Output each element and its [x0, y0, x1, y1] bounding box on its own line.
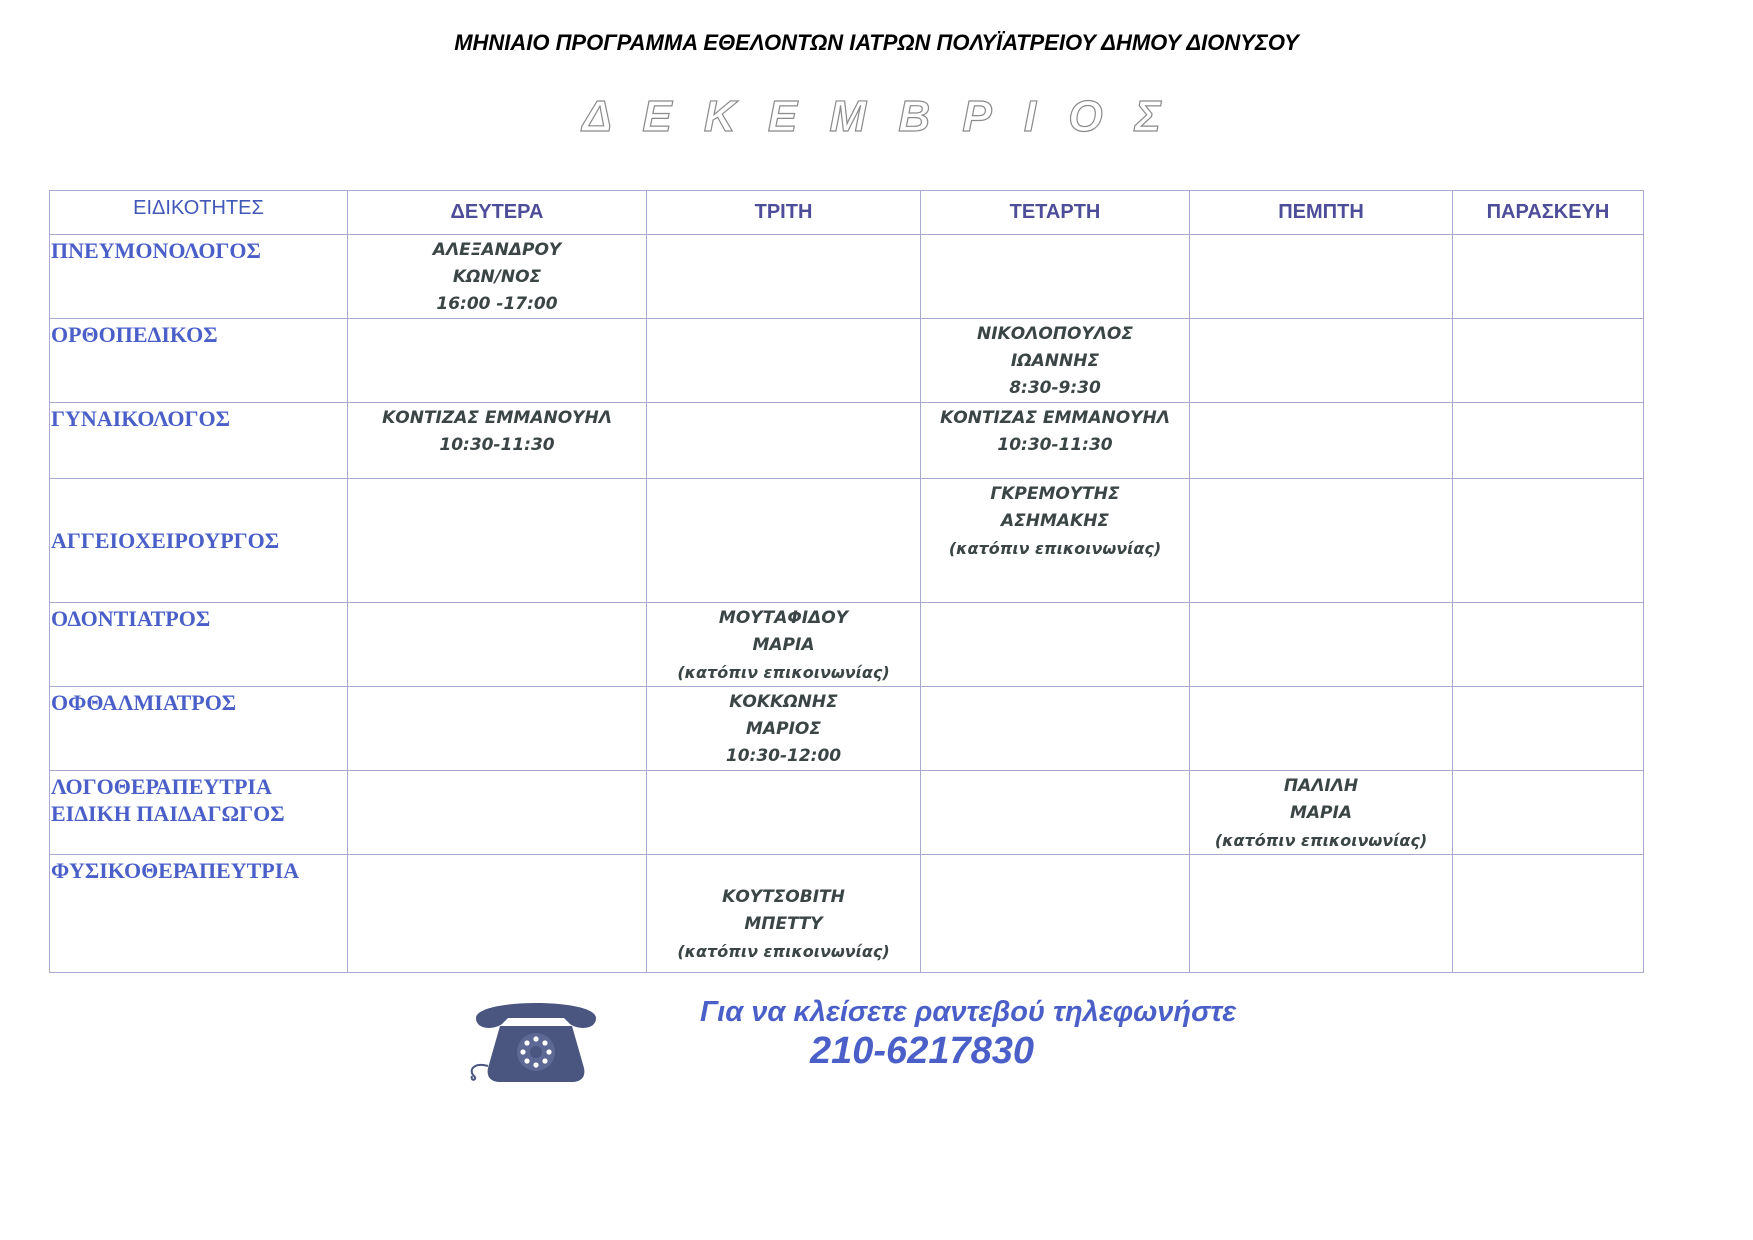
appointment-info: (κατόπιν επικοινωνίας) — [677, 663, 890, 682]
schedule-cell-wed — [921, 687, 1190, 771]
specialty-cell — [50, 403, 348, 479]
schedule-cell-mon — [348, 479, 647, 603]
doctor-firstname: ΜΠΕΤΤΥ — [744, 914, 823, 934]
appointment-info: (κατόπιν επικοινωνίας) — [1214, 831, 1428, 850]
doctor-surname: ΓΚΡΕΜΟΥΤΗΣ — [990, 484, 1120, 504]
schedule-body — [50, 235, 1644, 973]
header-monday: ΔΕΥΤΕΡΑ — [348, 191, 647, 235]
specialty-label: ΟΡΘΟΠΕΔΙΚΟΣ — [51, 322, 218, 347]
doctor-firstname: ΙΩΑΝΝΗΣ — [1010, 351, 1100, 371]
phone-number: 210-6217830 — [810, 1030, 1034, 1072]
specialty-cell — [50, 771, 348, 855]
header-tuesday: ΤΡΙΤΗ — [647, 191, 921, 235]
schedule-cell-mon — [348, 771, 647, 855]
table-row — [50, 687, 1644, 771]
schedule-cell-thu — [1190, 855, 1453, 973]
specialty-cell — [50, 319, 348, 403]
specialty-label: ΑΓΓΕΙΟΧΕΙΡΟΥΡΓΟΣ — [51, 528, 280, 553]
specialty-cell — [50, 855, 348, 973]
doctor-surname: ΚΟΝΤΙΖΑΣ ΕΜΜΑΝΟΥΗΛ — [382, 408, 612, 428]
schedule-cell-thu — [1190, 771, 1453, 855]
schedule-cell-thu — [1190, 479, 1453, 603]
appointment-info: 16:00 -17:00 — [436, 294, 558, 314]
schedule-cell-thu — [1190, 319, 1453, 403]
schedule-cell-wed — [921, 603, 1190, 687]
table-header-row — [50, 191, 1644, 235]
schedule-cell-wed — [921, 479, 1190, 603]
table-row — [50, 603, 1644, 687]
schedule-cell-wed — [921, 855, 1190, 973]
doctor-surname: ΚΟΥΤΣΟΒΙΤΗ — [722, 887, 845, 907]
schedule-cell-fri — [1453, 771, 1644, 855]
specialty-cell — [50, 479, 348, 603]
specialty-label: ΦΥΣΙΚΟΘΕΡΑΠΕΥΤΡΙΑ — [51, 858, 300, 883]
specialty-cell — [50, 603, 348, 687]
specialty-cell — [50, 235, 348, 319]
doctor-firstname: ΜΑΡΙΑ — [1289, 803, 1352, 823]
schedule-cell-tue — [647, 603, 921, 687]
page-title: ΜΗΝΙΑΙΟ ΠΡΟΓΡΑΜΜΑ ΕΘΕΛΟΝΤΩΝ ΙΑΤΡΩΝ ΠΟΛΥΪΑΤΡΕΙΟΥ ΔΗΜΟΥ ΔΙΟΝΥΣΟΥ — [454, 30, 1299, 55]
schedule-cell-tue — [647, 479, 921, 603]
schedule-cell-thu — [1190, 603, 1453, 687]
schedule-cell-tue — [647, 403, 921, 479]
table-row — [50, 771, 1644, 855]
doctor-firstname: ΑΣΗΜΑΚΗΣ — [1000, 511, 1110, 531]
schedule-cell-fri — [1453, 319, 1644, 403]
specialty-label: ΟΔΟΝΤΙΑΤΡΟΣ — [51, 606, 211, 631]
appointment-info: (κατόπιν επικοινωνίας) — [677, 942, 890, 961]
schedule-cell-wed — [921, 319, 1190, 403]
booking-instruction: Για να κλείσετε ραντεβού τηλεφωνήστε — [700, 996, 1237, 1028]
appointment-info: (κατόπιν επικοινωνίας) — [948, 539, 1162, 558]
schedule-cell-mon — [348, 403, 647, 479]
schedule-cell-fri — [1453, 403, 1644, 479]
doctor-surname: ΝΙΚΟΛΟΠΟΥΛΟΣ — [977, 324, 1133, 344]
schedule-cell-mon — [348, 319, 647, 403]
schedule-cell-fri — [1453, 235, 1644, 319]
schedule-cell-tue — [647, 771, 921, 855]
specialty-label: ΕΙΔΙΚΗ ΠΑΙΔΑΓΩΓΟΣ — [51, 801, 285, 826]
schedule-cell-fri — [1453, 603, 1644, 687]
schedule-cell-tue — [647, 319, 921, 403]
specialty-label: ΟΦΘΑΛΜΙΑΤΡΟΣ — [51, 690, 237, 715]
schedule-cell-mon — [348, 603, 647, 687]
doctor-surname: ΚΟΝΤΙΖΑΣ ΕΜΜΑΝΟΥΗΛ — [940, 408, 1170, 428]
schedule-cell-tue — [647, 687, 921, 771]
specialty-label: ΠΝΕΥΜΟΝΟΛΟΓΟΣ — [51, 238, 261, 263]
doctor-firstname: ΚΩΝ/ΝΟΣ — [452, 267, 542, 287]
schedule-cell-wed — [921, 235, 1190, 319]
appointment-info: 10:30-12:00 — [725, 746, 842, 766]
specialty-cell — [50, 687, 348, 771]
specialty-label: ΓΥΝΑΙΚΟΛΟΓΟΣ — [51, 406, 230, 431]
schedule-cell-thu — [1190, 687, 1453, 771]
doctor-surname: ΠΑΛΙΛΗ — [1283, 776, 1359, 796]
month-title: Δ Ε Κ Ε Μ Β Ρ Ι Ο Σ — [582, 92, 1171, 141]
schedule-cell-thu — [1190, 235, 1453, 319]
schedule-cell-mon — [348, 235, 647, 319]
schedule-cell-fri — [1453, 855, 1644, 973]
appointment-info: 10:30-11:30 — [997, 435, 1113, 455]
header-wednesday: ΤΕΤΑΡΤΗ — [921, 191, 1190, 235]
doctor-surname: ΑΛΕΞΑΝΔΡΟΥ — [432, 240, 562, 260]
table-row — [50, 855, 1644, 973]
telephone-icon — [466, 996, 606, 1084]
doctor-surname: ΜΟΥΤΑΦΙΔΟΥ — [718, 608, 849, 628]
doctor-surname: ΚΟΚΚΩΝΗΣ — [729, 692, 838, 712]
appointment-info: 8:30-9:30 — [1009, 378, 1101, 398]
header-specialties: ΕΙΔΙΚΟΤΗΤΕΣ — [50, 191, 348, 235]
schedule-cell-wed — [921, 403, 1190, 479]
doctor-firstname: ΜΑΡΙΟΣ — [746, 719, 821, 739]
schedule-cell-mon — [348, 687, 647, 771]
schedule-cell-mon — [348, 855, 647, 973]
schedule-cell-tue — [647, 235, 921, 319]
schedule-cell-fri — [1453, 479, 1644, 603]
table-row — [50, 403, 1644, 479]
specialty-label: ΛΟΓΟΘΕΡΑΠΕΥΤΡΙΑ — [51, 774, 272, 799]
schedule-cell-thu — [1190, 403, 1453, 479]
table-row — [50, 235, 1644, 319]
schedule-cell-fri — [1453, 687, 1644, 771]
table-row — [50, 319, 1644, 403]
doctor-firstname: ΜΑΡΙΑ — [752, 635, 815, 655]
header-thursday: ΠΕΜΠΤΗ — [1190, 191, 1453, 235]
table-row — [50, 479, 1644, 603]
appointment-info: 10:30-11:30 — [439, 435, 555, 455]
schedule-cell-wed — [921, 771, 1190, 855]
schedule-table — [49, 190, 1644, 973]
header-friday: ΠΑΡΑΣΚΕΥΗ — [1453, 191, 1644, 235]
schedule-cell-tue — [647, 855, 921, 973]
